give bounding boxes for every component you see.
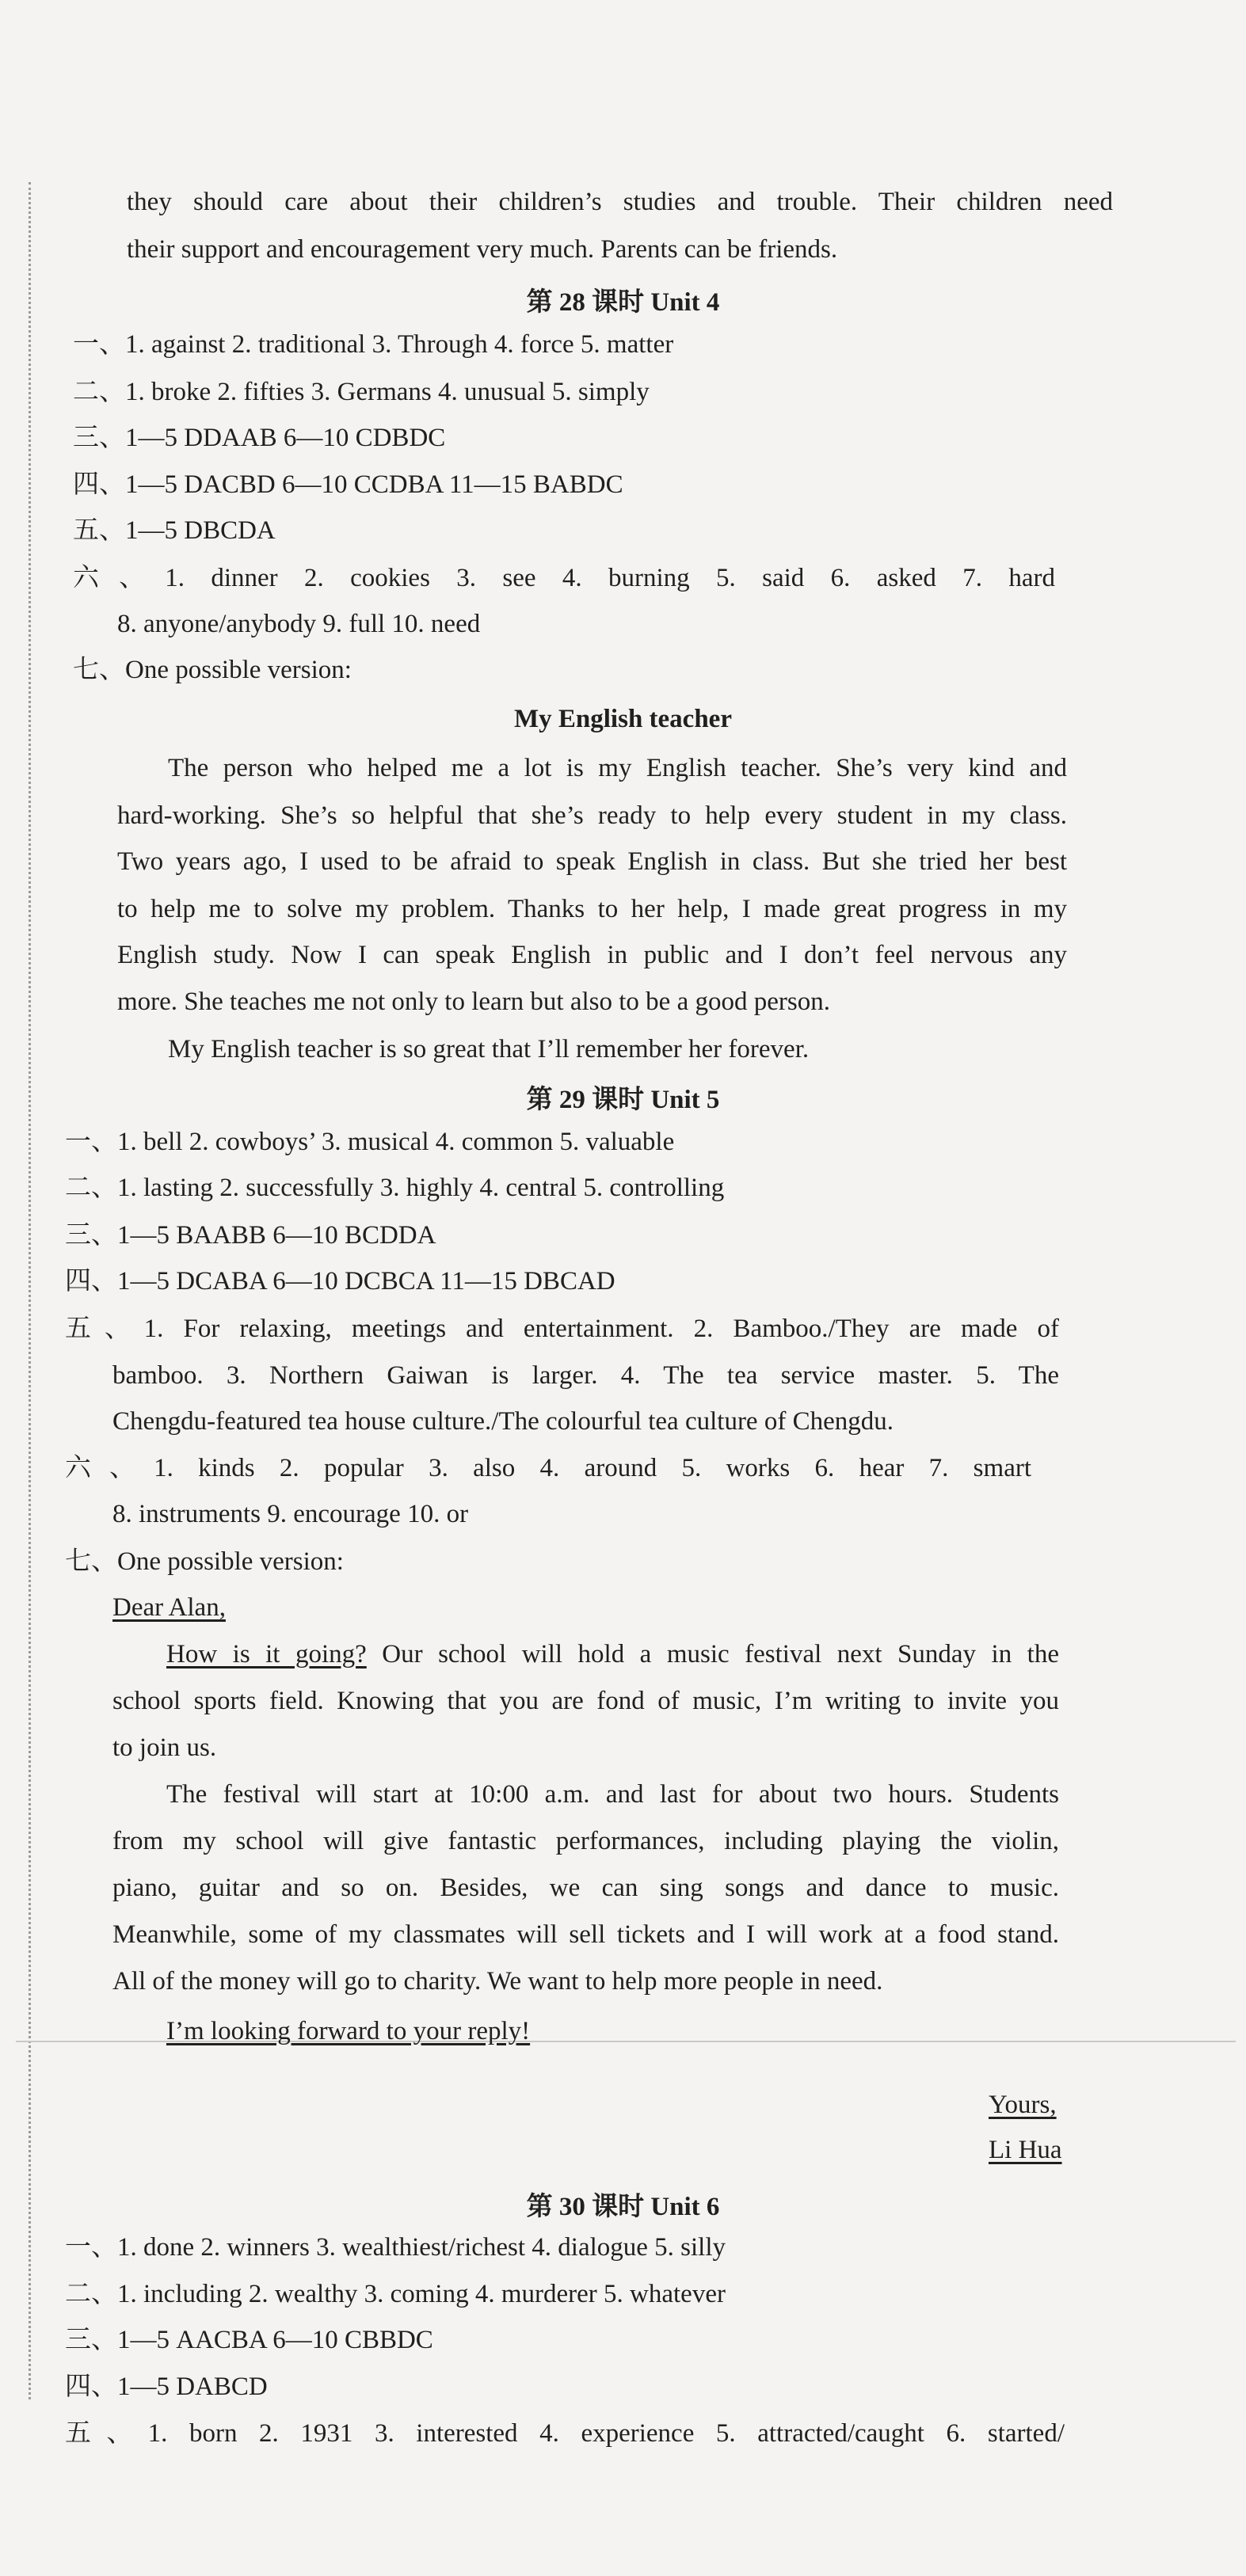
l29-section-6b: 8. instruments 9. encourage 10. or <box>112 1500 469 1528</box>
l28-section-3: 三、1—5 DDAAB 6—10 CDBDC <box>73 424 446 452</box>
letter-opening: How is it going? <box>166 1640 367 1669</box>
l28-essay-line-5: English study. Now I can speak English in public and I don’t feel nervous any <box>117 941 1067 969</box>
l29-section-5c: Chengdu-featured tea house culture./The colourful tea culture of Chengdu. <box>112 1407 894 1436</box>
lesson-30-heading: 第 30 课时 Unit 6 <box>526 2193 720 2221</box>
intro-line-2: their support and encouragement very much. Parents can be friends. <box>127 235 838 264</box>
l28-essay-line-3: Two years ago, I used to be afraid to speak English in class. But she tried her best <box>117 847 1067 876</box>
letter-line-4: The festival will start at 10:00 a.m. and last for about two hours. Students <box>166 1780 1059 1809</box>
intro-line-1: they should care about their children’s studies and trouble. Their children need <box>127 188 1113 216</box>
l28-essay-line-2: hard-working. She’s so helpful that she’s ready to help every student in my class. <box>117 801 1067 830</box>
letter-line-6: piano, guitar and so on. Besides, we can sing songs and dance to music. <box>112 1874 1059 1902</box>
l28-essay-line-4: to help me to solve my problem. Thanks to her help, I made great progress in my <box>117 895 1067 923</box>
letter-line-7: Meanwhile, some of my classmates will sell tickets and I will work at a food stand. <box>112 1920 1059 1949</box>
letter-signoff: Yours, <box>989 2091 1057 2119</box>
l29-section-5a: 五、1. For relaxing, meetings and entertainment. 2. Bamboo./They are made of <box>65 1315 1059 1343</box>
l28-section-5: 五、1—5 DBCDA <box>73 516 276 545</box>
l28-section-6a: 六、1. dinner 2. cookies 3. see 4. burning 5. said 6. asked 7. hard <box>73 564 1055 592</box>
l29-section-7: 七、One possible version: <box>65 1547 344 1576</box>
l30-section-3: 三、1—5 AACBA 6—10 CBBDC <box>65 2326 433 2354</box>
l28-essay-line-6: more. She teaches me not only to learn but also to be a good person. <box>117 987 830 1016</box>
l29-section-6a: 六、1. kinds 2. popular 3. also 4. around 5. works 6. hear 7. smart <box>65 1454 1031 1482</box>
l30-section-4: 四、1—5 DABCD <box>65 2372 268 2401</box>
letter-line-1 <box>166 1638 1059 1670</box>
l28-section-4: 四、1—5 DACBD 6—10 CCDBA 11—15 BABDC <box>73 470 623 499</box>
l28-section-1: 一、1. against 2. traditional 3. Through 4. force 5. matter <box>73 330 674 359</box>
binding-dotted-line <box>29 182 31 2399</box>
l29-section-5b: bamboo. 3. Northern Gaiwan is larger. 4. The tea service master. 5. The <box>112 1361 1059 1390</box>
l30-section-1: 一、1. done 2. winners 3. wealthiest/richest 4. dialogue 5. silly <box>65 2233 726 2262</box>
l29-section-2: 二、1. lasting 2. successfully 3. highly 4. central 5. controlling <box>65 1174 725 1202</box>
l30-section-2: 二、1. including 2. wealthy 3. coming 4. murderer 5. whatever <box>65 2280 726 2308</box>
l28-essay-title: My English teacher <box>514 705 732 733</box>
lesson-29-heading: 第 29 课时 Unit 5 <box>526 1086 720 1114</box>
l28-section-2: 二、1. broke 2. fifties 3. Germans 4. unusual 5. simply <box>73 378 650 406</box>
letter-line-1-rest: Our school will hold a music festival next Sunday in the <box>366 1640 1059 1669</box>
l28-essay-line-7: My English teacher is so great that I’ll remember her forever. <box>168 1035 810 1064</box>
letter-line-5: from my school will give fantastic performances, including playing the violin, <box>112 1827 1059 1855</box>
l28-section-7: 七、One possible version: <box>73 656 352 684</box>
lesson-28-heading: 第 28 课时 Unit 4 <box>526 288 720 317</box>
letter-line-2: school sports field. Knowing that you are fond of music, I’m writing to invite you <box>112 1687 1059 1715</box>
l29-section-1: 一、1. bell 2. cowboys’ 3. musical 4. common 5. valuable <box>65 1128 675 1156</box>
letter-closing: I’m looking forward to your reply! <box>166 2017 531 2045</box>
letter-line-3: to join us. <box>112 1733 217 1762</box>
l28-section-6b: 8. anyone/anybody 9. full 10. need <box>117 610 481 638</box>
letter-line-8: All of the money will go to charity. We want to help more people in need. <box>112 1967 883 1996</box>
letter-signature: Li Hua <box>989 2136 1062 2164</box>
l29-section-3: 三、1—5 BAABB 6—10 BCDDA <box>65 1221 436 1250</box>
l29-section-4: 四、1—5 DCABA 6—10 DCBCA 11—15 DBCAD <box>65 1267 615 1296</box>
letter-salutation: Dear Alan, <box>112 1593 226 1622</box>
l30-section-5: 五、1. born 2. 1931 3. interested 4. experience 5. attracted/caught 6. started/ <box>65 2419 1065 2448</box>
l28-essay-line-1: The person who helped me a lot is my English teacher. She’s very kind and <box>168 754 1067 782</box>
